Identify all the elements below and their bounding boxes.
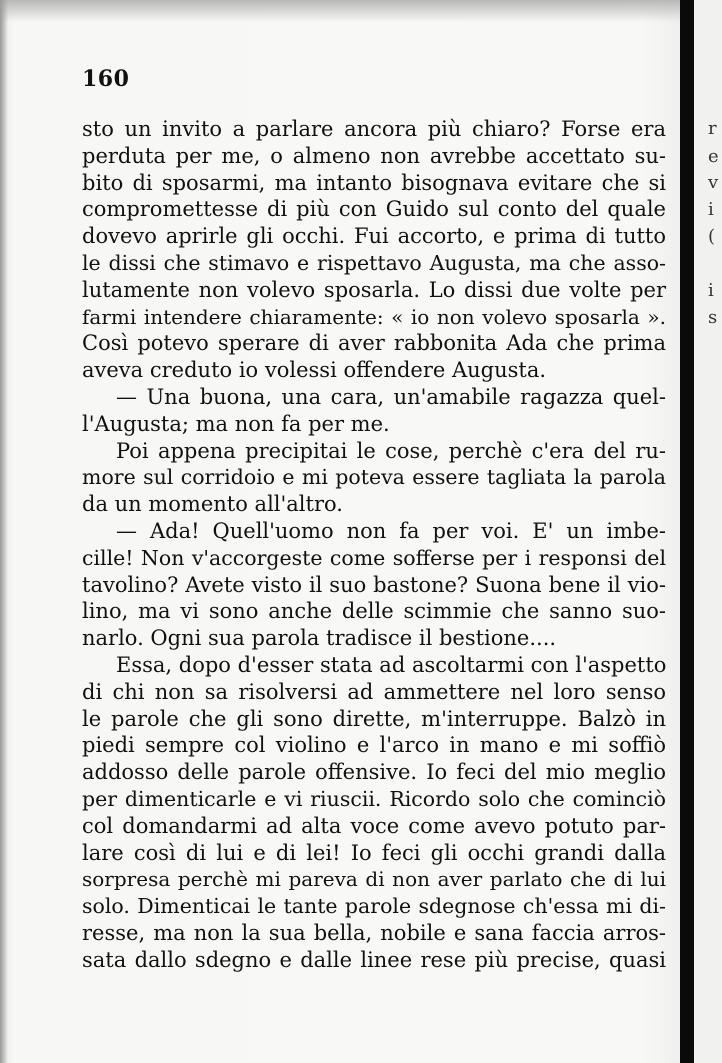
text-line: — Ada! Quell'uomo non fa per voi. E' un imbe- [116,518,666,543]
text-line: lino, ma vi sono anche delle scimmie che sanno suo- [82,599,666,624]
text-line: resse, ma non la sua bella, nobile e sana faccia arros- [82,920,666,945]
next-page-glyph: i [708,199,714,220]
text-line: Essa, dopo d'esser stata ad ascoltarmi con l'aspetto [116,652,667,677]
body-text [82,116,666,974]
book-gutter [680,0,694,1063]
text-line: piedi sempre col violino e l'arco in mano e mi soffiò [82,733,666,758]
next-page-glyph: ( [708,226,716,247]
text-line: sto un invito a parlare ancora più chiaro? Forse era [82,117,666,141]
text-line: per dimenticarle e vi riuscii. Ricordo solo che cominciò [82,786,666,811]
text-line: solo. Dimenticai le tante parole sdegnose ch'essa mi di- [82,894,666,919]
text-line: lutamente non volevo sposarla. Lo dissi due volte per [82,277,666,302]
text-line: le dissi che stimavo e rispettavo Augusta, ma che asso- [82,250,666,275]
text-line: lare così di lui e di lei! Io feci gli occhi grandi dalla [82,840,666,865]
text-line: tavolino? Avete visto il suo bastone? Suona bene il vio- [82,572,666,597]
next-page-glyph: r [708,118,717,139]
text-line: dovevo aprirle gli occhi. Fui accorto, e prima di tutto [82,224,666,249]
text-line: — Una buona, una cara, un'amabile ragazza quel- [116,384,666,409]
text-line: Così potevo sperare di aver rabbonita Ada che prima [82,331,666,356]
text-line: aveva creduto io volessi offendere Augusta. [82,358,547,383]
next-page-glyph: e [708,146,719,167]
next-page-edge [694,0,722,1063]
text-line: col domandarmi ad alta voce come avevo potuto par- [82,813,666,838]
text-line: da un momento all'altro. [82,492,343,517]
text-line: addosso delle parole offensive. Io feci del mio meglio [82,760,666,785]
next-page-glyph: v [708,172,719,193]
text-line: narlo. Ogni sua parola tradisce il bestione.... [82,626,557,651]
page-left-shadow [0,0,8,1063]
text-line: farmi intendere chiaramente: « io non volevo sposarla ». [82,304,666,329]
text-line: di chi non sa risolversi ad ammettere nel loro senso [82,679,666,704]
text-line: le parole che gli sono dirette, m'interruppe. Balzò in [82,706,666,731]
text-line: l'Augusta; ma non fa per me. [82,411,390,436]
text-line: Poi appena precipitai le cose, perchè c'era del ru- [116,438,666,463]
text-line: perduta per me, o almeno non avrebbe accettato su- [82,143,666,168]
text-line: bito di sposarmi, ma intanto bisognava evitare che si [82,170,666,195]
next-page-glyph: s [708,307,718,328]
text-line: more sul corridoio e mi poteva essere tagliata la parola [82,465,666,490]
page-number: 160 [82,66,130,92]
text-line: compromettesse di più con Guido sul conto del quale [82,197,666,222]
text-line: sata dallo sdegno e dalle linee rese più precise, quasi [82,947,666,972]
next-page-glyph: i [708,280,714,301]
page-top-shadow [0,0,690,22]
text-line: sorpresa perchè mi pareva di non aver parlato che di lui [82,867,666,892]
text-line: cille! Non v'accorgeste come sofferse per i responsi del [82,545,666,570]
